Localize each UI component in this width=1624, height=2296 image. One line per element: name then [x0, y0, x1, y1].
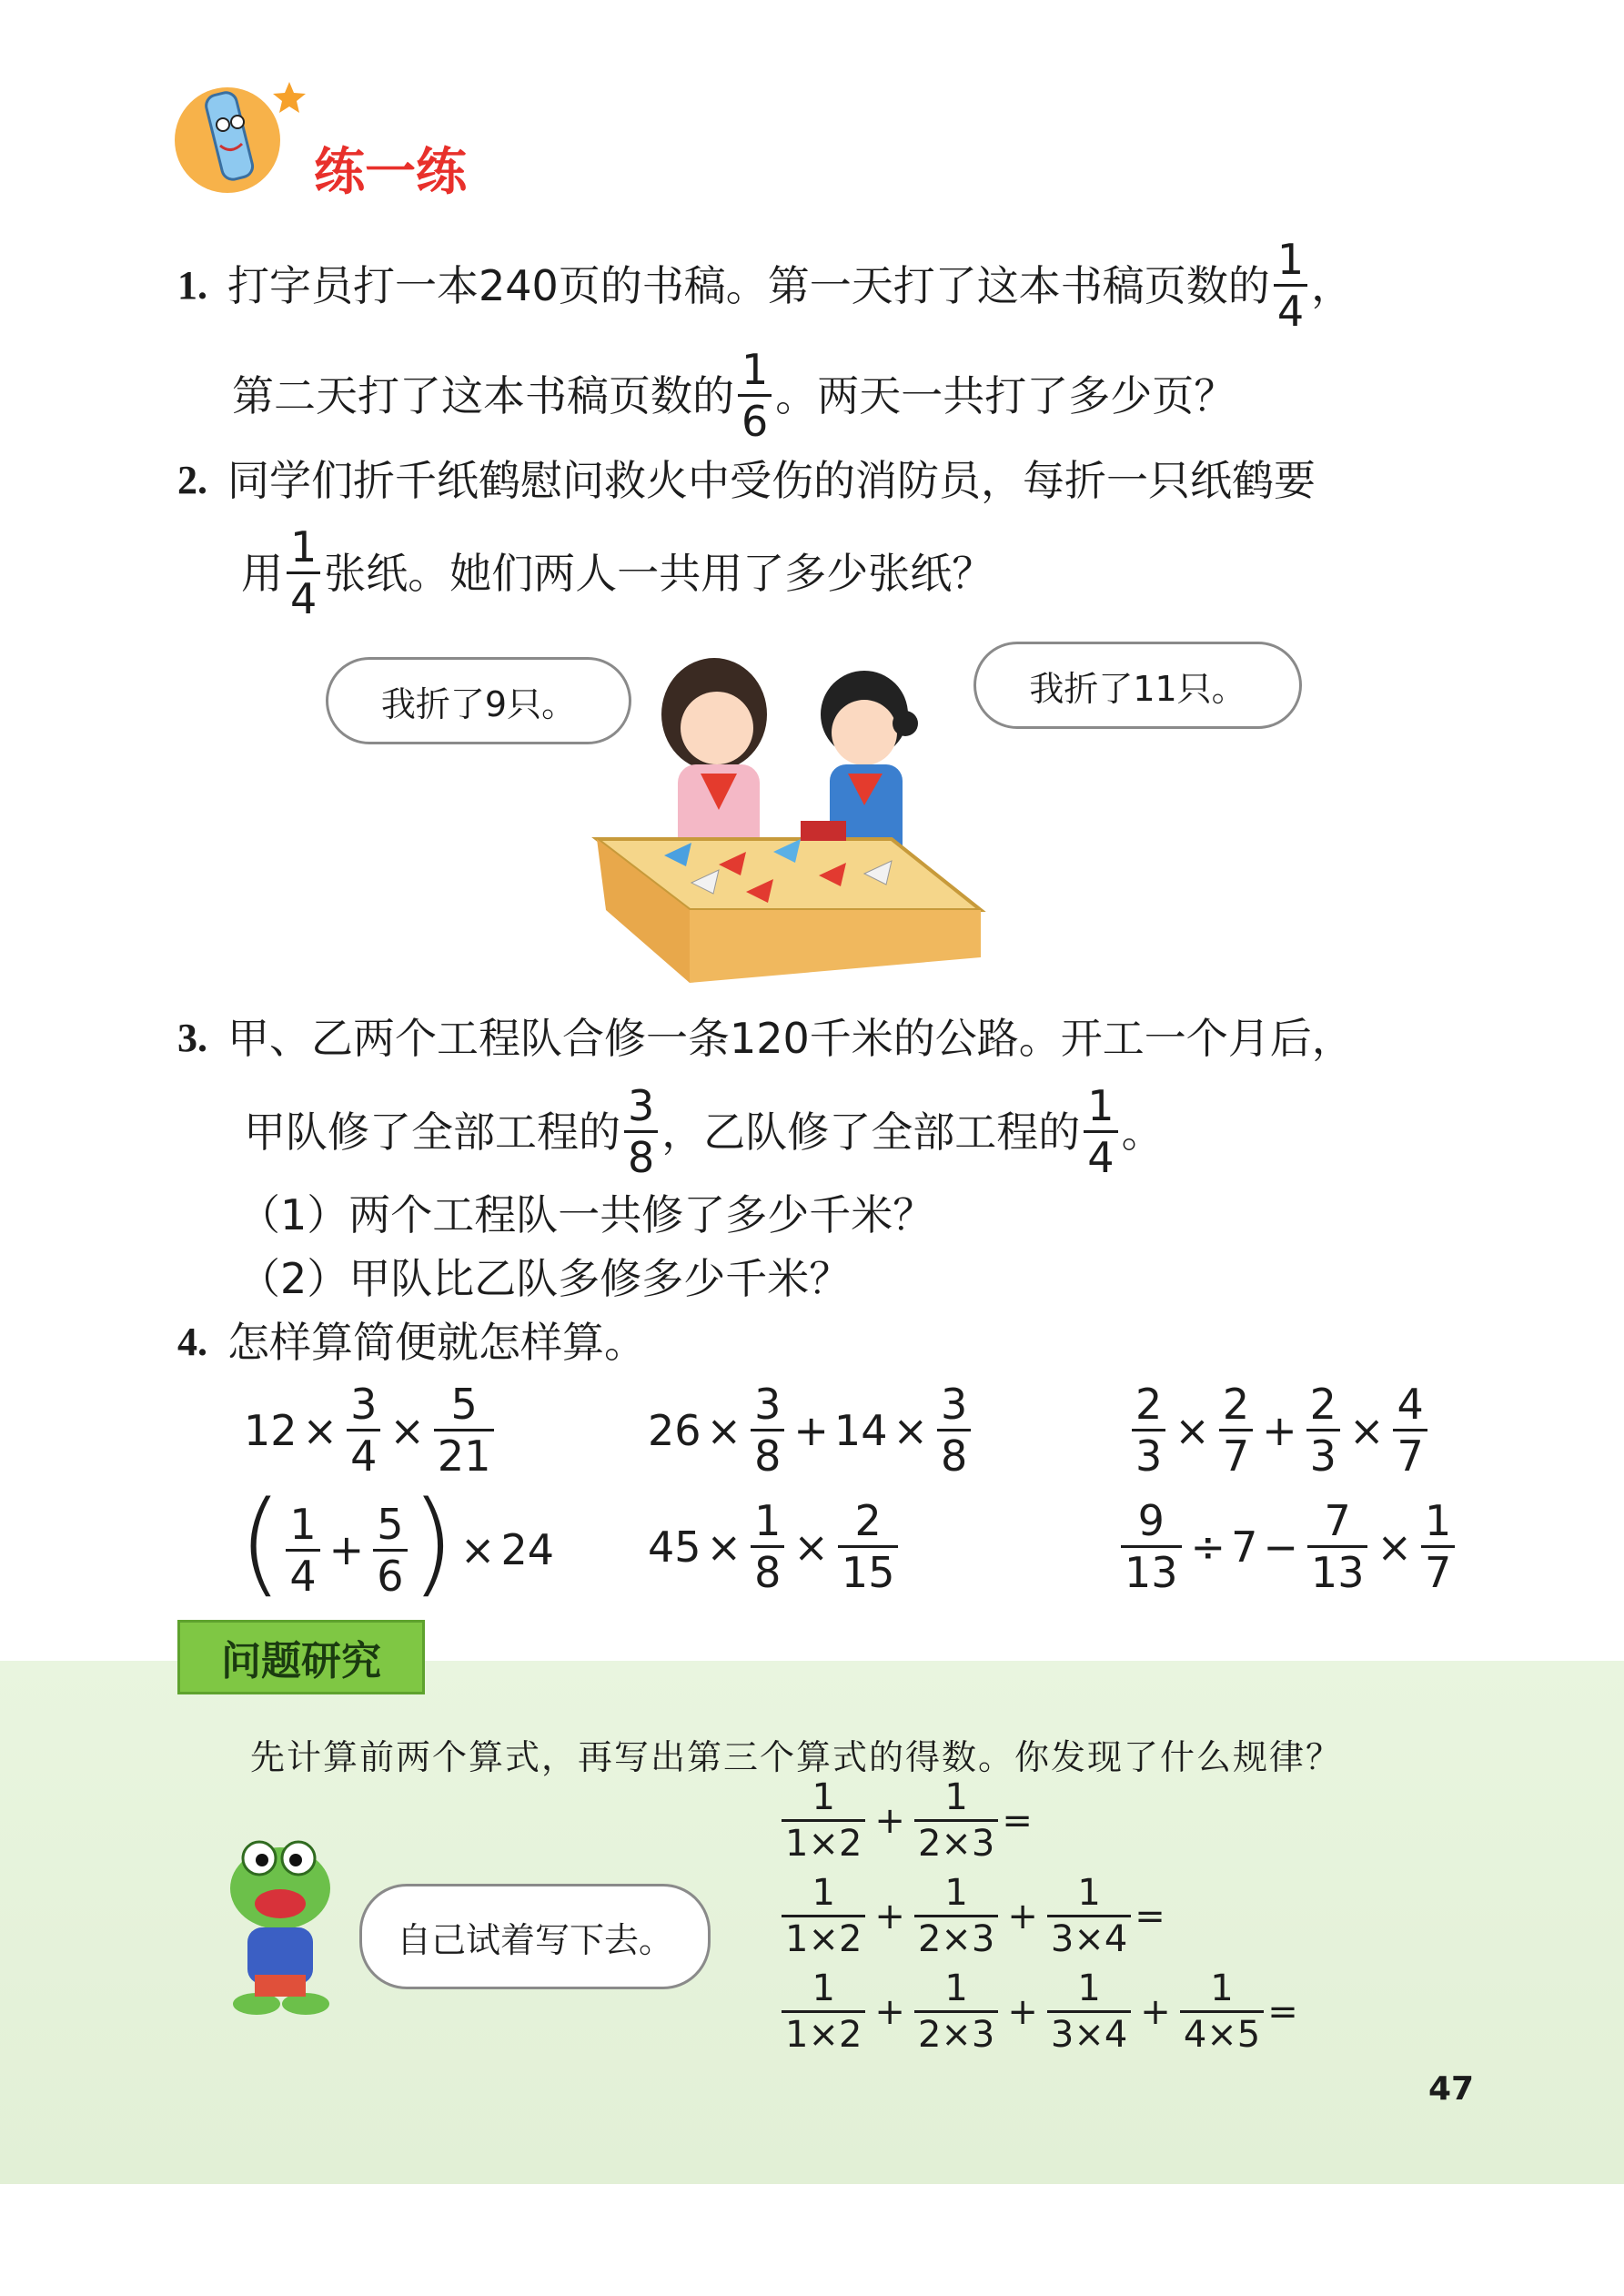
- speech-bubble-left: 我折了9只。: [326, 657, 631, 744]
- problem-1-line2: 第二天打了这本书稿页数的 $\frac{1}{6}$ 。两天一共打了多少页？: [232, 345, 1236, 446]
- calc-expression-1: 12 × $\frac{3}{4}$ × $\frac{5}{21}$: [244, 1383, 498, 1477]
- sequence-row-3: $\frac{1}{1\times 2}$ + $\frac{1}{2\times 3}$ + $\frac{1}{3\times 4}$ + $\frac{1}{4\times 5}$ =: [778, 1970, 1298, 2053]
- fraction: $\frac{3}{8}$: [624, 1085, 658, 1178]
- fraction: $\frac{1}{4}$: [287, 526, 320, 620]
- calc-expression-5: 45 × $\frac{1}{8}$ × $\frac{2}{15}$: [648, 1500, 902, 1593]
- research-tag: 问题研究: [177, 1620, 425, 1694]
- calc-expression-4: ( $\frac{1}{4}$ + $\frac{5}{6}$ ) × 24: [238, 1478, 554, 1609]
- sequence-row-1: $\frac{1}{1\times 2}$ + $\frac{1}{2\times 3}$ =: [778, 1779, 1033, 1862]
- problem-1: 1. 打字员打一本240页的书稿。第一天打了这本书稿页数的 $\frac{1}{4}$ ，: [177, 235, 1354, 336]
- problem-3-sub2: （2）甲队比乙队多修多少千米？: [238, 1254, 852, 1303]
- problem-3-number: 3.: [177, 1016, 207, 1060]
- problem-2-line2: 用 $\frac{1}{4}$ 张纸。她们两人一共用了多少张纸？: [241, 522, 994, 623]
- pencil-mascot-icon: [173, 75, 309, 202]
- girls-folding-cranes-illustration: [591, 637, 992, 992]
- problem-1-line1: 打字员打一本240页的书稿。第一天打了这本书稿页数的: [227, 260, 1270, 310]
- problem-3: 3. 甲、乙两个工程队合修一条120千米的公路。开工一个月后，: [177, 1014, 1354, 1063]
- fraction: $\frac{1}{6}$: [738, 349, 772, 442]
- header-mascot: [173, 75, 309, 202]
- problem-2: 2. 同学们折千纸鹤慰问救火中受伤的消防员，每折一只纸鹤要: [177, 456, 1316, 505]
- research-prompt: 先计算前两个算式，再写出第三个算式的得数。你发现了什么规律？: [250, 1737, 1343, 1777]
- section-title: 练一练: [314, 143, 467, 202]
- fraction: $\frac{1}{4}$: [1274, 238, 1307, 332]
- problem-4-number: 4.: [177, 1320, 207, 1364]
- fraction: $\frac{1}{4}$: [1084, 1085, 1117, 1178]
- problem-1-number: 1.: [177, 262, 207, 308]
- calc-expression-3: $\frac{2}{3}$ × $\frac{2}{7}$ + $\frac{2}{3}$ × $\frac{4}{7}$: [1128, 1383, 1431, 1477]
- page-number: 47: [1428, 2070, 1475, 2108]
- problem-3-sub1: （1）两个工程队一共修了多少千米？: [238, 1190, 935, 1239]
- research-speech-bubble: 自己试着写下去。: [359, 1884, 711, 1989]
- calc-expression-6: $\frac{9}{13}$ ÷ 7 − $\frac{7}{13}$ × $\frac{1}{7}$: [1117, 1500, 1458, 1593]
- frog-mascot-icon: [218, 1838, 341, 2020]
- problem-2-number: 2.: [177, 458, 207, 502]
- problem-4: 4. 怎样算简便就怎样算。: [177, 1318, 646, 1367]
- speech-bubble-right: 我折了11只。: [973, 642, 1302, 729]
- problem-3-line2: 甲队修了全部工程的 $\frac{3}{8}$ ，乙队修了全部工程的 $\frac{1}{4}$ 。: [244, 1081, 1164, 1182]
- sequence-row-2: $\frac{1}{1\times 2}$ + $\frac{1}{2\times 3}$ + $\frac{1}{3\times 4}$ =: [778, 1875, 1165, 1957]
- calc-expression-2: 26 × $\frac{3}{8}$ + 14 × $\frac{3}{8}$: [648, 1383, 974, 1477]
